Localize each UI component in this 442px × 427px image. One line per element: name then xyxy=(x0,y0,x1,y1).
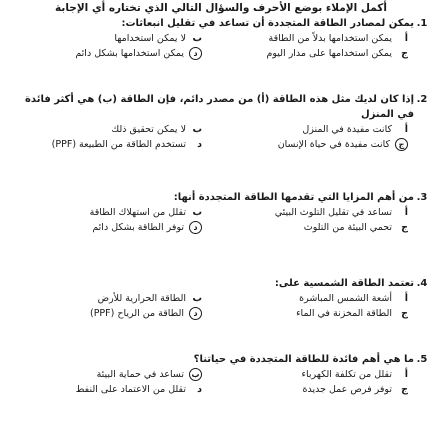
option-letter-circled: د xyxy=(189,47,202,60)
option-c[interactable] xyxy=(216,306,408,321)
option-d[interactable] xyxy=(10,137,202,152)
question-3 xyxy=(10,190,430,235)
option-text: تقلل من تكلفة الكهرباء xyxy=(301,369,392,380)
option-a[interactable] xyxy=(216,291,408,306)
option-letter-circled: ج xyxy=(395,138,408,151)
question-2 xyxy=(10,92,430,152)
option-text: الطاقة المخزنة في الماء xyxy=(296,308,392,319)
option-d[interactable] xyxy=(10,46,202,61)
option-letter: أ xyxy=(404,124,408,135)
question-text: من أهم المزايا التي تقدمها الطاقة المتجددة أنها: xyxy=(173,192,414,203)
option-text: يمكن استخدامها بشكل دائم xyxy=(75,48,184,59)
option-text: أشعة الشمس المباشرة xyxy=(299,293,392,304)
option-letter: ب xyxy=(192,207,202,218)
option-d[interactable] xyxy=(10,306,202,321)
question-text: يمكن لمصادر الطاقة المتجددة أن تساعد في تقليل انبعاثات: xyxy=(121,18,414,29)
question-number: 2. xyxy=(416,94,428,105)
option-text: تحمي البيئة من التلوث xyxy=(303,222,392,233)
option-text: يمكن استخدامها بدلاً من الطاقة xyxy=(268,33,392,44)
question-number: 4. xyxy=(416,278,428,289)
option-b[interactable] xyxy=(10,205,202,220)
option-letter-circled: د xyxy=(189,307,202,320)
option-b[interactable] xyxy=(10,291,202,306)
option-c[interactable] xyxy=(216,46,408,61)
option-text: كانت مفيدة في المنزل xyxy=(302,124,392,135)
option-letter: ج xyxy=(401,384,408,395)
question-number: 5. xyxy=(416,354,428,365)
option-text: تساعد في تقليل التلوث البيئي xyxy=(274,207,392,218)
option-a[interactable] xyxy=(216,205,408,220)
option-text: لا يمكن استخدامها xyxy=(114,33,186,44)
option-letter: ج xyxy=(401,308,408,319)
option-text: تقلل من الاعتماد على النفط xyxy=(75,384,186,395)
option-letter: أ xyxy=(404,369,408,380)
question-number: 1. xyxy=(416,18,428,29)
option-letter: ب xyxy=(192,33,202,44)
option-text: لا يمكن تحقيق ذلك xyxy=(111,124,186,135)
question-text: تعتمد الطاقة الشمسية على: xyxy=(274,278,414,289)
option-letter: ب xyxy=(192,124,202,135)
option-c[interactable] xyxy=(216,382,408,397)
option-text: الطاقة من الرياح (PPF) xyxy=(89,308,184,319)
option-c[interactable] xyxy=(216,220,408,235)
option-letter: أ xyxy=(404,207,408,218)
worksheet-title: أكمل الإملاء بوضع الأحرف والسؤال التالي الذي تختاره أي الإجابة xyxy=(55,2,387,14)
option-letter: ج xyxy=(401,222,408,233)
option-text: الطاقة الحرارية للأرض xyxy=(97,293,186,304)
question-text: ما هي أهم فائدة للطاقة المتجددة في حياتنا؟ xyxy=(193,354,414,365)
option-letter: أ xyxy=(404,33,408,44)
option-b[interactable] xyxy=(10,31,202,46)
option-letter: د xyxy=(197,384,202,395)
option-text: توفر فرص عمل جديدة xyxy=(302,384,392,395)
question-4 xyxy=(10,276,430,321)
option-letter-circled: د xyxy=(189,221,202,234)
option-text: تساعد في حماية البيئة xyxy=(96,369,184,380)
option-letter: د xyxy=(197,139,202,150)
option-b[interactable] xyxy=(10,367,202,382)
option-letter: ب xyxy=(192,293,202,304)
question-number: 3. xyxy=(416,192,428,203)
option-text: كانت مفيدة في حياة الإنسان xyxy=(277,139,390,150)
question-5 xyxy=(10,352,430,397)
option-letter: أ xyxy=(404,293,408,304)
option-b[interactable] xyxy=(10,122,202,137)
option-a[interactable] xyxy=(216,31,408,46)
option-text: توفر الطاقة بشكل دائم xyxy=(92,222,184,233)
option-letter-circled: ب xyxy=(189,368,202,381)
option-c[interactable] xyxy=(216,137,408,152)
option-text: تقلل من استهلاك الطاقة xyxy=(89,207,186,218)
option-d[interactable] xyxy=(10,382,202,397)
option-text: تستخدم الطاقة من الطبيعة (PPF) xyxy=(51,139,186,150)
question-text: إذا كان لديك مثل هذه الطاقة (أ) من مصدر دائم، فإن الطاقة (ب) هي أكثر فائدة في المنزل xyxy=(25,94,414,120)
option-d[interactable] xyxy=(10,220,202,235)
option-letter: ج xyxy=(401,48,408,59)
option-a[interactable] xyxy=(216,367,408,382)
option-text: يمكن استخدامها على مدار اليوم xyxy=(266,48,392,59)
option-a[interactable] xyxy=(216,122,408,137)
question-1 xyxy=(10,16,430,61)
